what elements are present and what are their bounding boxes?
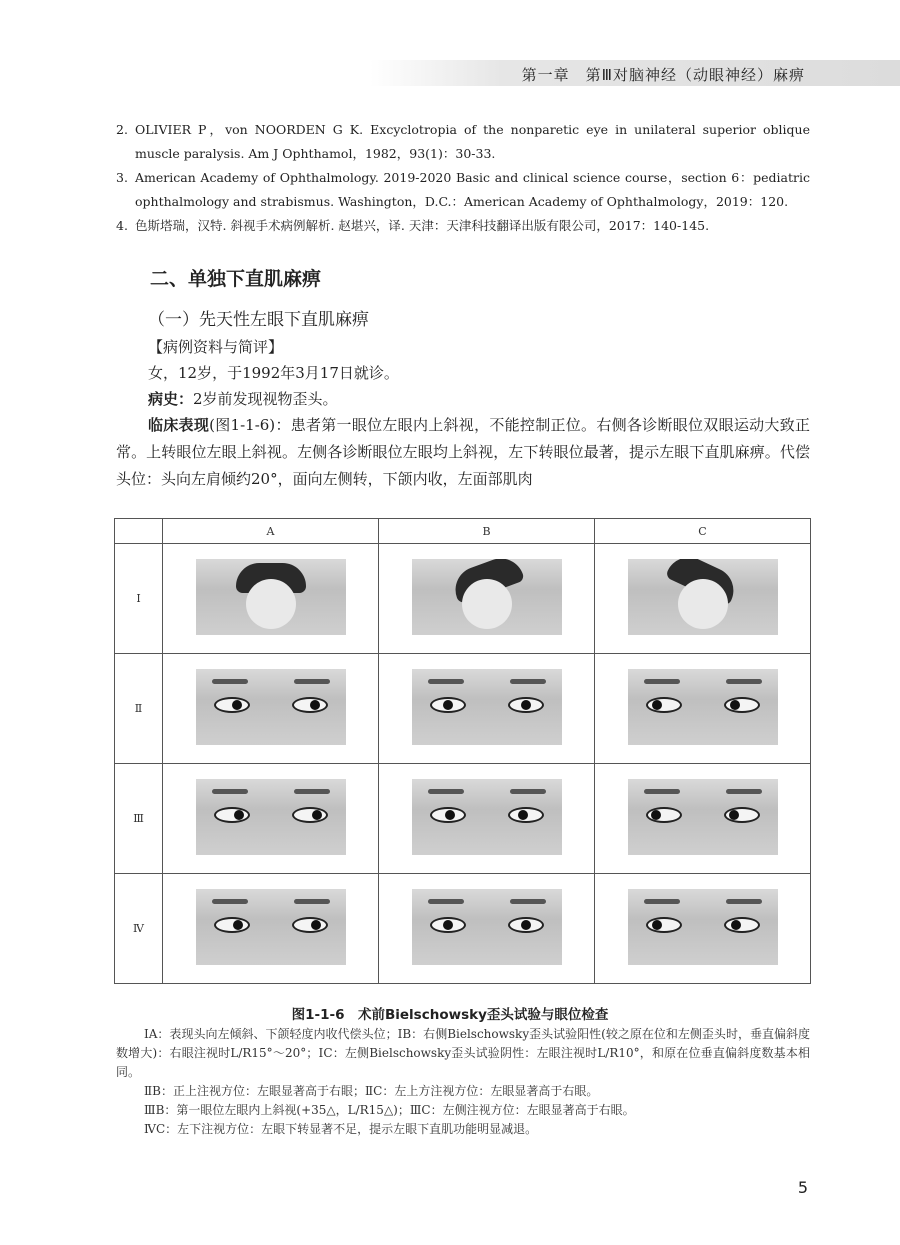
eye-photo-iiic [628, 779, 778, 855]
column-label-a: A [163, 519, 379, 544]
reference-item [116, 118, 810, 166]
paragraph-patient-info: 女，12岁，于1992年3月17日就诊。 [148, 364, 399, 382]
eye-photo-iic [628, 669, 778, 745]
reference-text: American Academy of Ophthalmology. 2019-2020 Basic and clinical science course，section 6：pediatric ophthalmology and strabismus. Washington，D.C.：American Academy of Ophthalmology，2019：120. [135, 170, 810, 209]
page-number: 5 [797, 1178, 808, 1197]
caption-note: ⅠA：表现头向左倾斜、下颌轻度内收代偿头位；ⅠB：右侧Bielschowsky歪头试验阳性(较之原在位和左侧歪头时，垂直偏斜度数增大)：右眼注视时L/R15°～20°；ⅠC：左侧Bielschowsky歪头试验阴性：左眼注视时L/R10°，和原在位垂直偏斜度数基本相同。 [116, 1027, 810, 1079]
reference-text: OLIVIER P，von NOORDEN G K. Excyclotropia of the nonparetic eye in unilateral superior oblique muscle paralysis. Am J Ophthamol，1982，93(1)：30-33. [135, 122, 810, 161]
caption-note: ⅡB：正上注视方位：左眼显著高于右眼；ⅡC：左上方注视方位：左眼显著高于右眼。 [144, 1084, 599, 1098]
eye-photo-iva [196, 889, 346, 965]
figure-header-row [115, 519, 811, 544]
figure-row-1 [115, 544, 811, 654]
reference-text: 色斯塔瑞，汉特. 斜视手术病例解析. 赵堪兴，译. 天津：天津科技翻译出版有限公司，2017：140-145. [135, 218, 710, 233]
figure-row-4 [115, 874, 811, 984]
reference-number: 3. [116, 170, 128, 185]
face-photo-ia [196, 559, 346, 635]
face-photo-ic [628, 559, 778, 635]
eye-photo-iib [412, 669, 562, 745]
row-label-3: Ⅲ [115, 764, 163, 874]
clinical-lead: 临床表现 [148, 416, 210, 434]
figure-photo-grid [114, 518, 811, 984]
reference-item [116, 214, 810, 238]
history-text: 2岁前发现视物歪头。 [193, 390, 338, 408]
clinical-text: (图1-1-6)：患者第一眼位左眼内上斜视，不能控制正位。右侧各诊断眼位双眼运动大致正常。上转眼位左眼上斜视。左侧各诊断眼位左眼均上斜视，左下转眼位最著，提示左眼下直肌麻痹。代偿头位：头向左肩倾约20°，面向左侧转，下颌内收，左面部肌肉 [116, 416, 810, 488]
column-label-c: C [595, 519, 811, 544]
caption-note: ⅣC：左下注视方位：左眼下转显著不足，提示左眼下直肌功能明显减退。 [144, 1122, 538, 1136]
paragraph-history [116, 386, 810, 413]
eye-photo-ivc [628, 889, 778, 965]
reference-number: 2. [116, 122, 128, 137]
row-label-4: Ⅳ [115, 874, 163, 984]
eye-photo-iiib [412, 779, 562, 855]
eye-photo-iiia [196, 779, 346, 855]
running-header: 第一章 第Ⅲ对脑神经（动眼神经）麻痹 [521, 66, 805, 84]
section-title: 二、单独下直肌麻痹 [150, 268, 322, 290]
row-label-2: Ⅱ [115, 654, 163, 764]
reference-number: 4. [116, 218, 128, 233]
reference-item [116, 166, 810, 214]
caption-note: ⅢB：第一眼位左眼内上斜视(+35△，L/R15△)；ⅢC：左侧注视方位：左眼显著高于右眼。 [144, 1103, 635, 1117]
figure-row-3 [115, 764, 811, 874]
history-lead: 病史： [148, 390, 194, 408]
face-photo-ib [412, 559, 562, 635]
column-label-b: B [379, 519, 595, 544]
figure-corner-cell [115, 519, 163, 544]
eye-photo-iia [196, 669, 346, 745]
row-label-1: Ⅰ [115, 544, 163, 654]
case-heading: 【病例资料与简评】 [148, 338, 284, 356]
paragraph-clinical [116, 412, 810, 493]
eye-photo-ivb [412, 889, 562, 965]
subsection-title: （一）先天性左眼下直肌麻痹 [148, 310, 369, 330]
reference-list [116, 118, 810, 238]
figure-caption-notes [116, 1025, 810, 1139]
figure-row-2 [115, 654, 811, 764]
figure-caption-title: 图1-1-6 术前Bielschowsky歪头试验与眼位检查 [291, 1007, 609, 1023]
